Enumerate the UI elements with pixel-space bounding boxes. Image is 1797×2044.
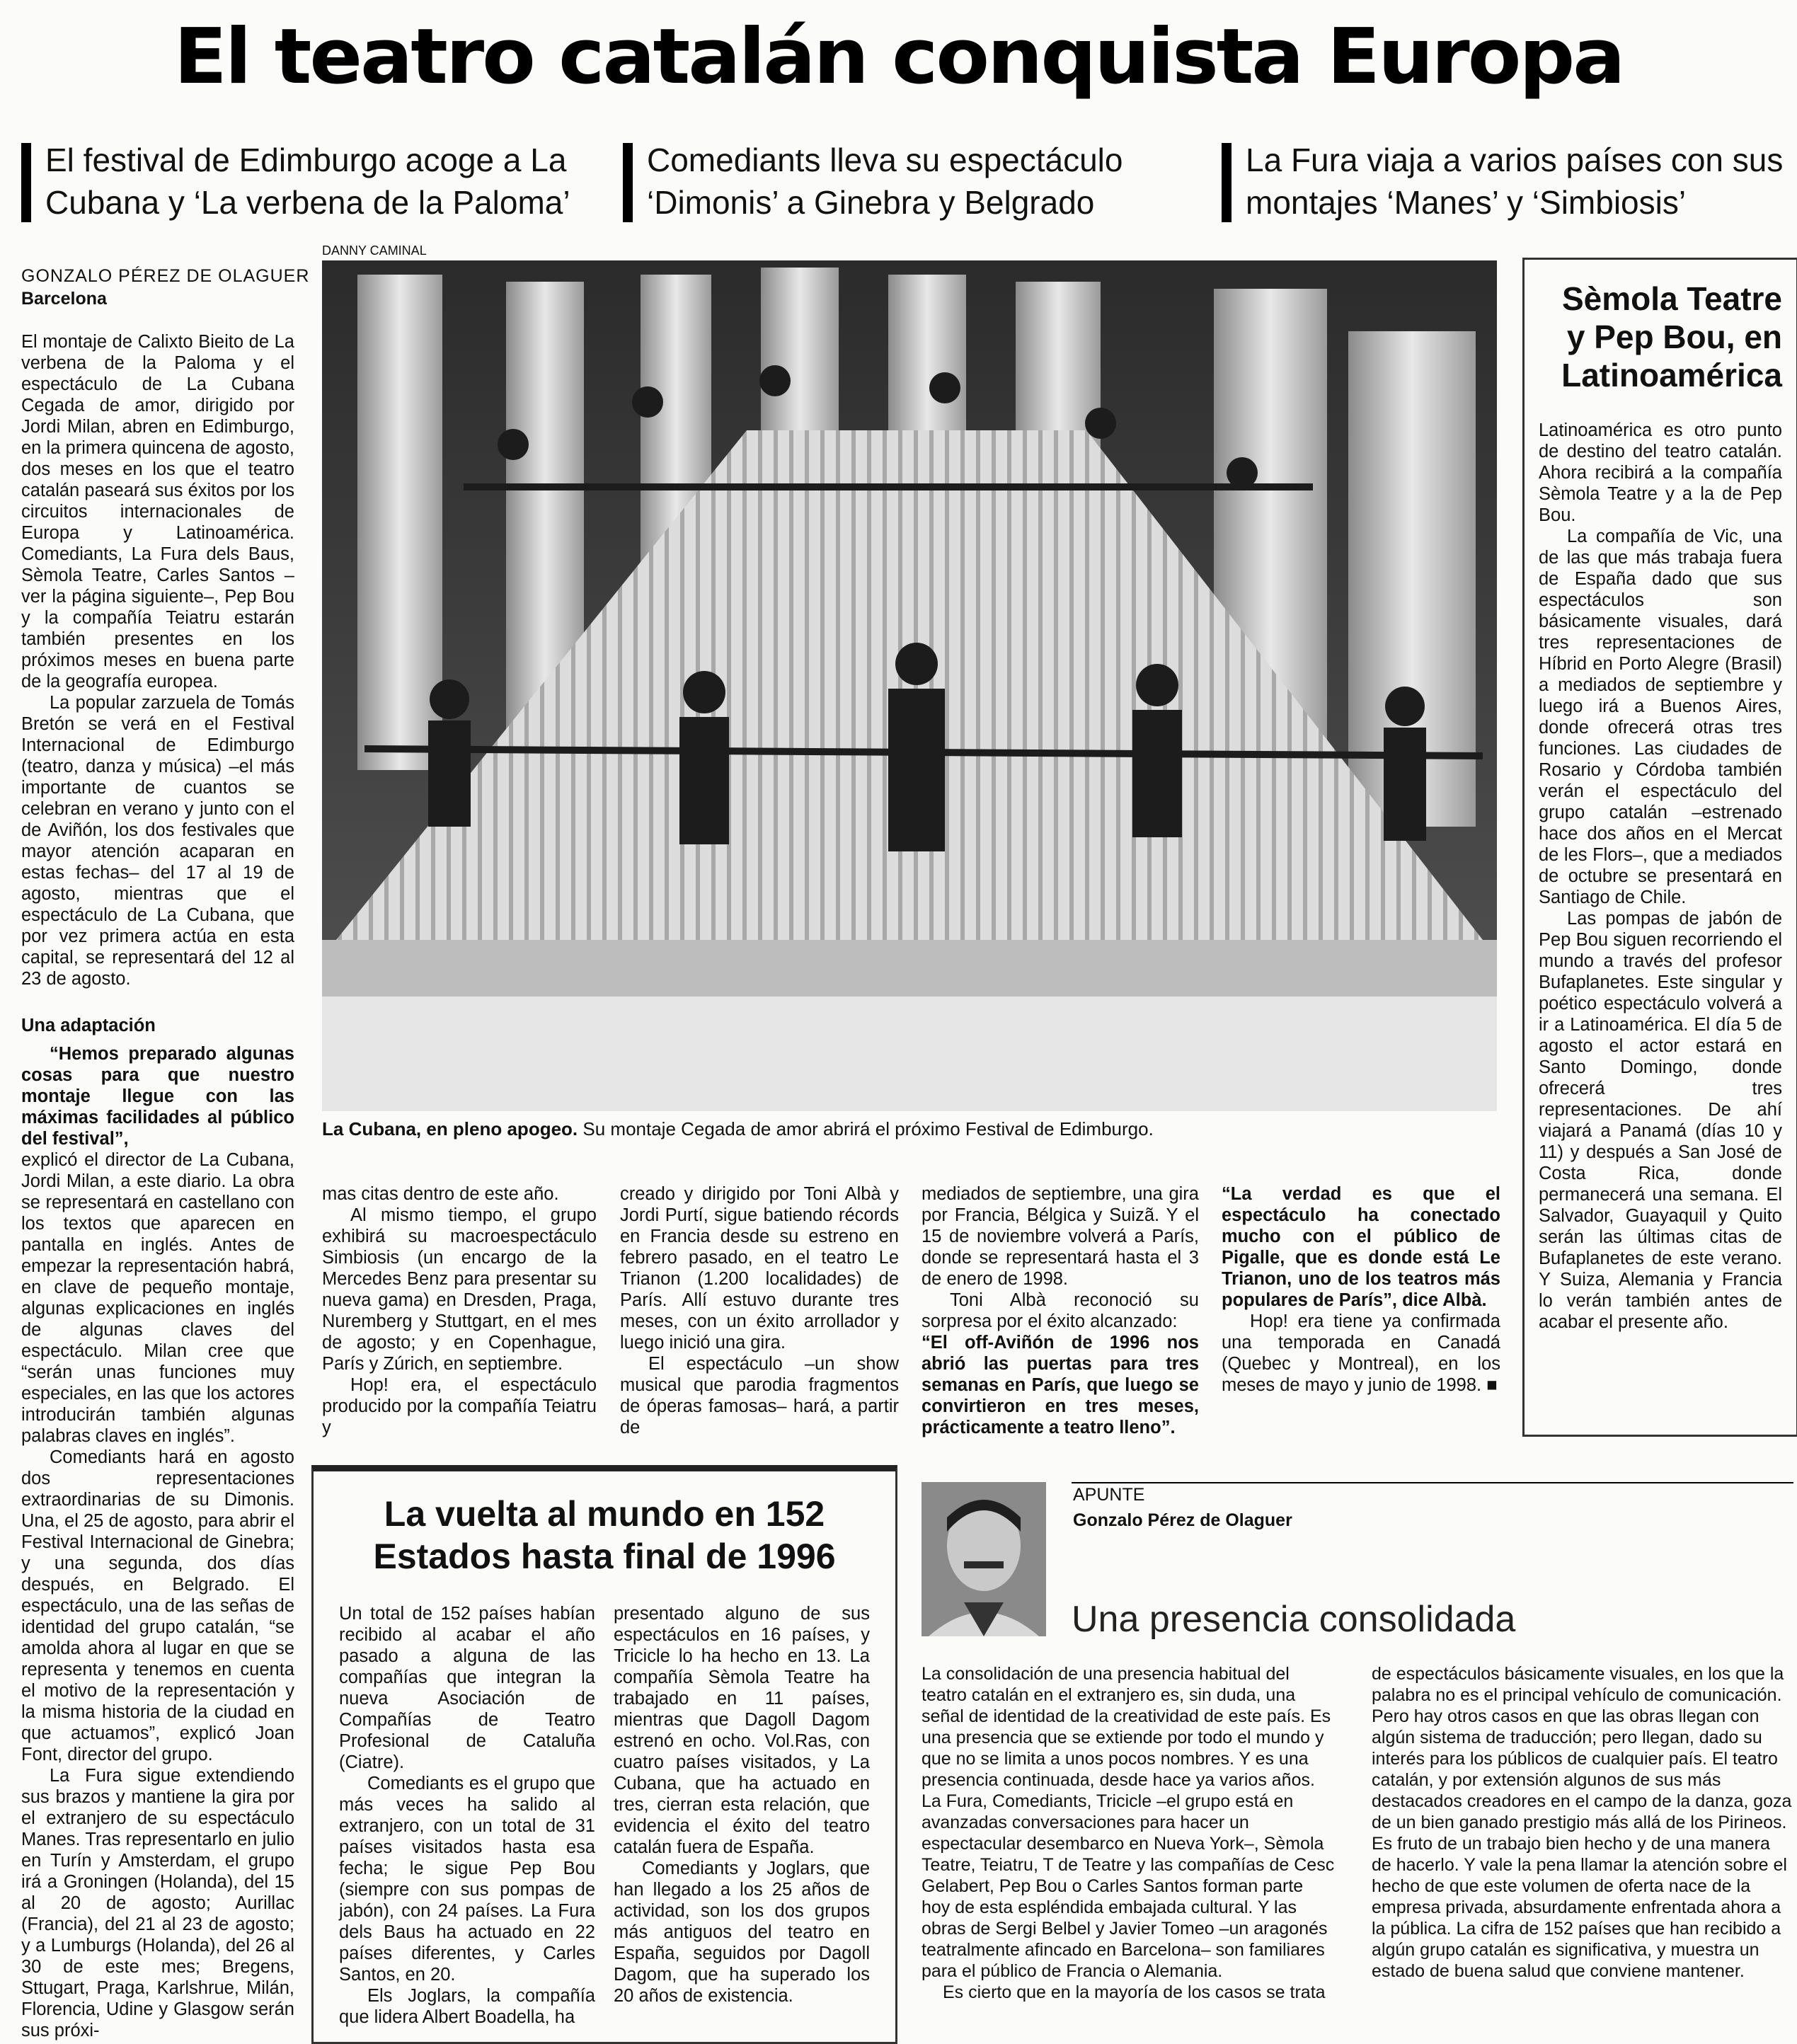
article-paragraph: creado y dirigido por Toni Albà y Jordi Purtí, sigue batiendo récords en Francia desde su estreno en febrero pasado, en el teatro Le Trianon (1.200 localidades) de París. Allí estuvo durante tres meses, con un éxito arrollador y luego inició una gira. — [620, 1184, 899, 1353]
article-column-2 — [322, 1183, 597, 1438]
subhead-3 — [1222, 139, 1788, 231]
article-paragraph: explicó el director de La Cubana, Jordi Milan, a este diario. La obra se representará en castellano con los textos que aparecen en pantalla en inglés. Antes de empezar la representación habrá, en clave de pequeño montaje, algunas explicaciones en inglés de algunas claves del espectáculo. Milan cree que “serán unas funciones muy especiales, en las que los actores introducirán también algunas palabras claves en inglés”. — [21, 1150, 294, 1446]
stats-box-title: La vuelta al mundo en 152 Estados hasta final de 1996 — [373, 1494, 836, 1576]
stats-box — [311, 1465, 897, 2044]
article-paragraph: mediados de septiembre, una gira por Francia, Bélgica y Suizã. Y el 15 de noviembre volverá a París, donde se representará hasta el 3 de enero de 1998. — [922, 1184, 1199, 1289]
sidebar-paragraph: Latinoamérica es otro punto de destino del teatro catalán. Ahora recibirá a la compañía Sèmola Teatre y a la de Pep Bou. — [1539, 420, 1782, 525]
byline-place: Barcelona — [21, 289, 107, 309]
portrait-illustration — [922, 1482, 1046, 1636]
caption-text: Su montaje Cegada de amor abrirá el próximo Festival de Edimburgo. — [582, 1118, 1154, 1139]
article-column-1 — [21, 331, 294, 2041]
quote-bold: “La verdad es que el espectáculo ha conectado mucho con el público de Pigalle, que es donde está Le Trianon, uno de los teatros más populares de París”, dice Albà. — [1222, 1184, 1500, 1310]
apunte-author: Gonzalo Pérez de Olaguer — [1073, 1510, 1292, 1530]
subhead-bar — [1222, 143, 1232, 222]
sidebar-paragraph: La compañía de Vic, una de las que más trabaja fuera de España dado que sus espectáculos son básicamente visuales, dará tres representaciones de Híbrid en Porto Alegre (Brasil) a mediados de septiembre y luego irá a Buenos Aires, donde ofrecerá otras tres funciones. Las ciudades de Rosario y Córdoba también verán el espectáculo del grupo catalán –estrenado hace dos años en el Mercat de les Flors–, que a mediados de octubre se presentará en Santiago de Chile. — [1539, 527, 1782, 907]
subhead-text: Comediants lleva su espectáculo ‘Dimonis’ a Ginebra y Belgrado — [647, 142, 1123, 221]
article-paragraph: Hop! era tiene ya confirmada una temporada en Canadá (Quebec y Montreal), en los meses de mayo y junio de 1998. ■ — [1222, 1311, 1500, 1395]
stats-box-column-2 — [614, 1603, 870, 2006]
stats-paragraph: presentado alguno de sus espectáculos en 16 países, y Tricicle lo ha hecho en 13. La compañía Sèmola Teatre ha trabajado en 11 países, mientras que Dagoll Dagom estrenó en ocho. Vol.Ras, con cuatro países visitados, y La Cubana, que ha actuado en tres, cierran esta relación, que evidencia el éxito del teatro catalán fuera de España. — [614, 1604, 870, 1857]
stage-photo-illustration — [322, 260, 1497, 1111]
subhead-bar — [21, 143, 31, 222]
author-portrait — [922, 1482, 1046, 1636]
article-subhead: Una adaptación — [21, 1016, 156, 1035]
article-paragraph: El espectáculo –un show musical que parodia fragmentos de óperas famosas– hará, a partir de — [620, 1354, 899, 1437]
subhead-bar — [623, 143, 633, 222]
stats-paragraph: Els Joglars, la compañía que lidera Albert Boadella, ha — [339, 1986, 595, 2027]
article-column-3 — [620, 1183, 899, 1438]
article-paragraph: El montaje de Calixto Bieito de La verbena de la Paloma y el espectáculo de La Cubana Cegada de amor, dirigido por Jordi Milan, abren en Edimburgo, en la primera quincena de agosto, dos meses en los que el teatro catalán paseará sus éxitos por los circuitos internacionales de Europa y Latinoamérica. Comediants, La Fura dels Baus, Sèmola Teatre, Carles Santos –ver la página siguiente–, Pep Bou y la compañía Teiatru estarán también presentes en los próximos meses en buena parte de la geografía europea. — [21, 332, 294, 691]
stage-photo — [322, 260, 1497, 1111]
article-paragraph: Hop! era, el espectáculo producido por la compañía Teiatru y — [322, 1375, 597, 1437]
apunte-title: Una presencia consolidada — [1072, 1599, 1516, 1640]
subhead-text: La Fura viaja a varios países con sus montajes ‘Manes’ y ‘Simbiosis’ — [1246, 142, 1784, 221]
apunte-rule — [1072, 1482, 1793, 1483]
article-paragraph: La Fura sigue extendiendo sus brazos y mantiene la gira por el extranjero de su espectáculo Manes. Tras representarlo en julio en Turín y Amsterdam, el grupo irá a Groningen (Holanda), del 15 al 20 de agosto; Aurillac (Francia), del 21 al 23 de agosto; y a Lumburgs (Holanda), del 26 al 30 de este mes; Bregens, Sttugart, Praga, Karlshrue, Milán, Florencia, Udine y Glasgow serán sus próxi- — [21, 1766, 294, 2040]
stats-paragraph: Un total de 152 países habían recibido al acabar el año pasado a alguna de las compañías que integran la nueva Asociación de Compañías de Teatro Profesional de Cataluña (Ciatre). — [339, 1604, 595, 1772]
subhead-2 — [623, 139, 1189, 231]
article-column-4 — [922, 1183, 1199, 1438]
apunte-column-2 — [1372, 1663, 1793, 1982]
stats-paragraph: Comediants y Joglars, que han llegado a los 25 años de actividad, son los dos grupos más antiguos del teatro en España, seguidos por Dagoll Dagom, que ha superado los 20 años de existencia. — [614, 1859, 870, 2006]
article-paragraph: mas citas dentro de este año. — [322, 1184, 559, 1204]
sidebar-title: Sèmola Teatre y Pep Bou, en Latinoamérica — [1561, 280, 1782, 394]
quote-bold: “El off-Aviñón de 1996 nos abrió las puertas para tres semanas en París, que luego se convirtieron en tres meses, prácticamente a teatro lleno”. — [922, 1333, 1199, 1437]
caption-bold: La Cubana, en pleno apogeo. — [322, 1118, 578, 1139]
apunte-paragraph: La consolidación de una presencia habitual del teatro catalán en el extranjero es, sin duda, una señal de identidad de la creatividad de este país. Es una presencia que se extiende por todo el mundo y que no se limita a unos pocos nombres. Y es una presencia continuada, desde hace ya varios años. La Fura, Comediants, Tricicle –el grupo está en avanzadas conversaciones para hacer un espectacular desembarco en Nueva York–, Sèmola Teatre, Teiatru, T de Teatre y las compañías de Cesc Gelabert, Pep Bou o Carles Santos forman parte hoy de esta espléndida embajada cultural. Y las obras de Sergi Belbel y Javier Tomeo –un aragonés teatralmente afincado en Barcelona– son familiares para el público de Francia o Alemania. — [922, 1664, 1335, 1981]
apunte-label: APUNTE — [1073, 1485, 1145, 1505]
article-paragraph: Toni Albà reconoció su sorpresa por el éxito alcanzado: — [922, 1290, 1199, 1331]
apunte-column-1 — [922, 1663, 1335, 2003]
byline-author: GONZALO PÉREZ DE OLAGUER — [21, 266, 310, 286]
quote-bold: “Hemos preparado algunas cosas para que nuestro montaje llegue con las máximas facilidades al público del festival”, — [21, 1044, 294, 1149]
stats-paragraph: Comediants es el grupo que más veces ha salido al extranjero, con un total de 31 países visitados hasta esa fecha; le sigue Pep Bou (siempre con sus pompas de jabón), con 24 países. La Fura dels Baus ha actuado en 22 países diferentes, y Carles Santos, en 20. — [339, 1774, 595, 1985]
article-paragraph: La popular zarzuela de Tomás Bretón se verá en el Festival Internacional de Edimburgo (teatro, danza y música) –el más importante de cuantos se celebran en verano y junto con el de Aviñón, los dos festivales que mayor atención acaparan en estas fechas– del 17 al 19 de agosto, mientras que el espectáculo de La Cubana, que por vez primera actúa en esta capital, se representará del 12 al 23 de agosto. — [21, 693, 294, 989]
article-column-5 — [1222, 1183, 1500, 1396]
sidebar-body — [1539, 420, 1782, 1333]
photo-credit: DANNY CAMINAL — [322, 243, 427, 258]
stats-box-column-1 — [339, 1603, 595, 2028]
subhead-text: El festival de Edimburgo acoge a La Cubana y ‘La verbena de la Paloma’ — [45, 142, 570, 221]
sidebar-paragraph: Las pompas de jabón de Pep Bou siguen recorriendo el mundo a través del profesor Bufaplanetes. Este singular y poético espectáculo volverá a ir a Latinoamérica. El día 5 de agosto el actor estará en Santo Domingo, donde ofrecerá tres representaciones. De ahí viajará a Panamá (días 10 y 11) y después a San José de Costa Rica, donde permanecerá una semana. El Salvador, Guayaquil y Quito serán las últimas citas de Bufaplanetes de este verano. Y Suiza, Alemania y Francia lo verán también antes de acabar el presente año. — [1539, 909, 1782, 1332]
article-paragraph: Al mismo tiempo, el grupo exhibirá su macroespectáculo Simbiosis (un encargo de la Mercedes Benz para presentar su nueva gama) en Dresden, Praga, Nuremberg y Stuttgart, en el mes de agosto; y en Copenhague, París y Zúrich, en septiembre. — [322, 1205, 597, 1374]
subhead-1 — [21, 139, 587, 231]
photo-caption — [322, 1118, 1154, 1140]
sidebar-box — [1522, 258, 1797, 1437]
apunte-paragraph: Es cierto que en la mayoría de los casos se trata — [943, 1982, 1326, 2002]
headline: El teatro catalán conquista Europa — [173, 13, 1624, 101]
article-paragraph: Comediants hará en agosto dos representaciones extraordinarias de su Dimonis. Una, el 25 de agosto, para abrir el Festival Internacional de Ginebra; y una segunda, dos días después, en Belgrado. El espectáculo, una de las señas de identidad del grupo catalán, “se amolda ahora al lugar en que se representa y tenemos en cuenta el motivo de la representación y la misma historia de la ciudad en que actuamos”, explicó Joan Font, director del grupo. — [21, 1447, 294, 1764]
apunte-paragraph: de espectáculos básicamente visuales, en los que la palabra no es el principal vehículo de comunicación. Pero hay otros casos en que las obras llegan con algún sistema de traducción; pero llegan, dado su interés para los públicos de cualquier país. El teatro catalán, y por extensión algunos de sus más destacados creadores en el campo de la danza, goza de un bien ganado prestigio más allá de los Pirineos. Es fruto de un trabajo bien hecho y de una manera de hacerlo. Y vale la pena llamar la atención sobre el hecho de que este volumen de oferta nace de la empresa privada, absurdamente enfrentada ahora a la pública. La cifra de 152 países que han recibido a algún grupo catalán es significativa, y muestra un estado de buena salud que conviene mantener. — [1372, 1664, 1792, 1981]
